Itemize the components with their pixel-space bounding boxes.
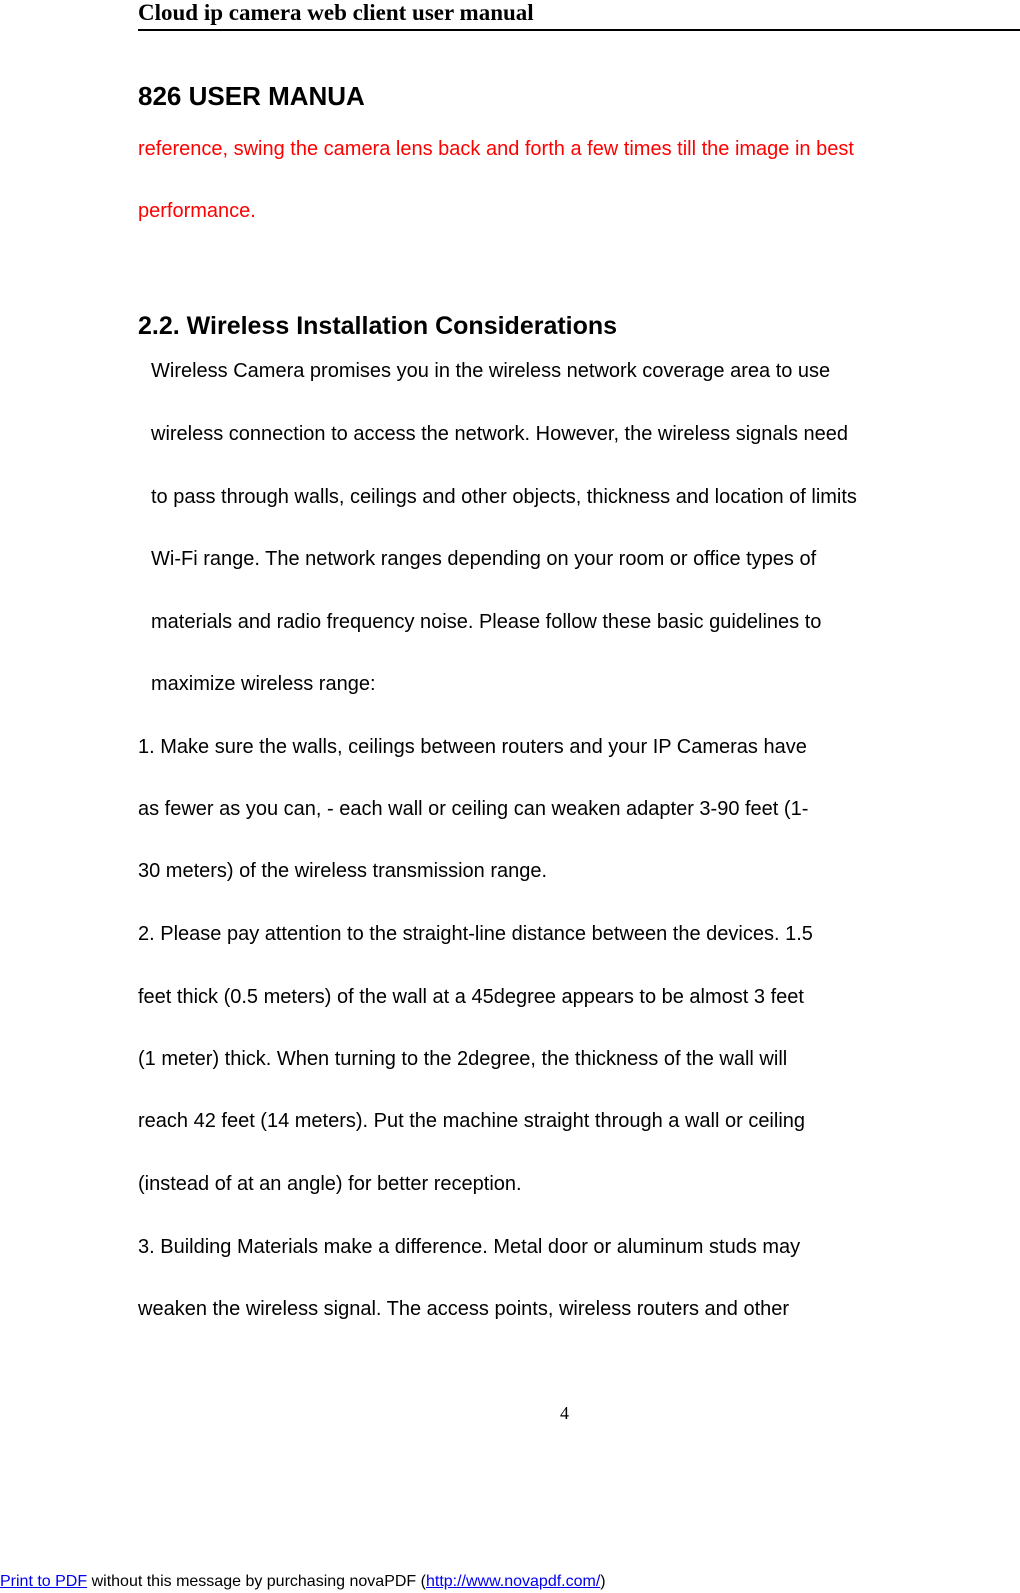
intro-line-5: materials and radio frequency noise. Please follow these basic guidelines to xyxy=(151,611,822,633)
list-line-10: weaken the wireless signal. The access points, wireless routers and other xyxy=(138,1298,790,1320)
list-line-9: 3. Building Materials make a difference. Metal door or aluminum studs may xyxy=(138,1236,801,1258)
manual-title: 826 USER MANUA xyxy=(138,81,365,111)
list-line-6: (1 meter) thick. When turning to the 2degree, the thickness of the wall will xyxy=(138,1048,788,1070)
intro-line-1: Wireless Camera promises you in the wireless network coverage area to use xyxy=(151,360,831,382)
intro-line-3: to pass through walls, ceilings and other objects, thickness and location of limits xyxy=(151,486,857,508)
list-line-2: as fewer as you can, - each wall or ceiling can weaken adapter 3-90 feet (1- xyxy=(138,798,809,820)
list-line-8: (instead of at an angle) for better reception. xyxy=(138,1173,522,1195)
section-heading: 2.2. Wireless Installation Considerations xyxy=(138,312,618,340)
intro-line-6: maximize wireless range: xyxy=(151,673,376,695)
novapdf-url-link[interactable]: http://www.novapdf.com/ xyxy=(425,1573,601,1590)
list-line-5: feet thick (0.5 meters) of the wall at a 45degree appears to be almost 3 feet xyxy=(138,986,804,1008)
novapdf-footer xyxy=(0,1572,606,1592)
document-header: Cloud ip camera web client user manual xyxy=(138,0,1020,31)
intro-line-4: Wi-Fi range. The network ranges depending on your room or office types of xyxy=(151,548,817,570)
footer-close-paren: ) xyxy=(600,1573,606,1590)
list-line-1: 1. Make sure the walls, ceilings between routers and your IP Cameras have xyxy=(138,736,807,758)
list-line-3: 30 meters) of the wireless transmission range. xyxy=(138,860,548,882)
note-line-2: performance. xyxy=(138,200,256,222)
page-number: 4 xyxy=(560,1403,569,1423)
print-to-pdf-link[interactable]: Print to PDF xyxy=(0,1573,88,1590)
list-line-4: 2. Please pay attention to the straight-line distance between the devices. 1.5 xyxy=(138,923,813,945)
list-line-7: reach 42 feet (14 meters). Put the machine straight through a wall or ceiling xyxy=(138,1110,806,1132)
note-line-1: reference, swing the camera lens back and forth a few times till the image in best xyxy=(138,138,854,160)
footer-text: without this message by purchasing novaPDF ( xyxy=(87,1573,426,1590)
intro-line-2: wireless connection to access the network. However, the wireless signals need xyxy=(151,423,849,445)
